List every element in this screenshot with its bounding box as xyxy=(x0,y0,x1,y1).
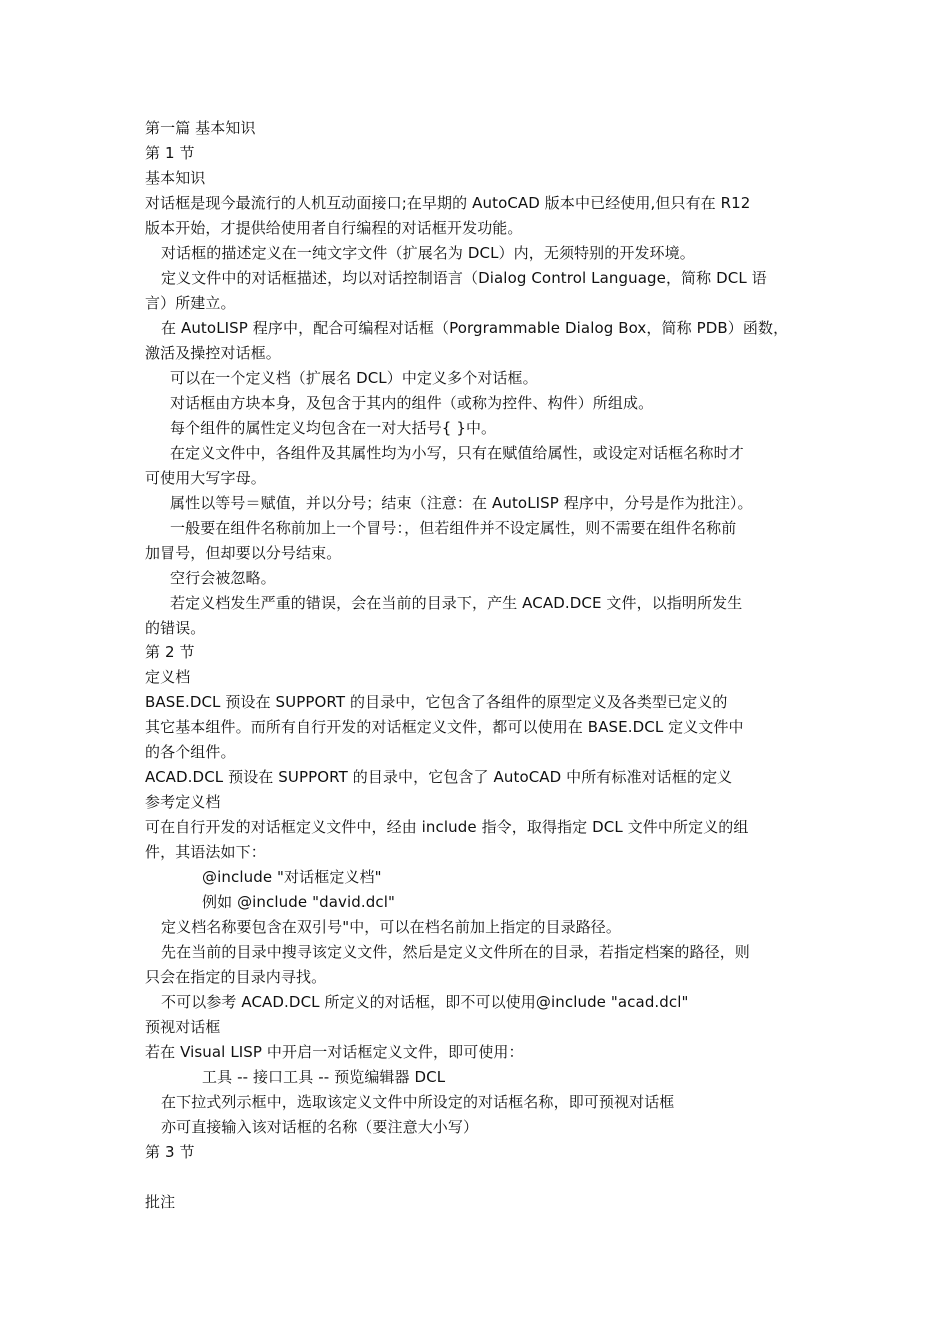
paragraph-line: 定义文件中的对话框描述，均以对话控制语言（Dialog Control Language，简称 DCL 语 xyxy=(161,269,767,287)
section-title: 批注 xyxy=(145,1193,176,1211)
paragraph-line: 的错误。 xyxy=(145,619,206,637)
paragraph-line: 对话框是现今最流行的人机互动面接口;在早期的 AutoCAD 版本中已经使用,但只有在 R12 xyxy=(145,194,751,212)
paragraph-line: 一般要在组件名称前加上一个冒号：，但若组件并不设定属性，则不需要在组件名称前 xyxy=(170,519,737,537)
paragraph-line: 属性以等号＝赋值，并以分号；结束（注意：在 AutoLISP 程序中，分号是作为批注）。 xyxy=(170,494,753,512)
paragraph-line: 若在 Visual LISP 中开启一对话框定义文件，即可使用： xyxy=(145,1043,524,1061)
paragraph-line: 的各个组件。 xyxy=(145,743,236,761)
code-line: 例如 @include "david.dcl" xyxy=(202,893,395,911)
paragraph-line: 不可以参考 ACAD.DCL 所定义的对话框，即不可以使用@include "acad.dcl" xyxy=(161,993,689,1011)
paragraph-line: 可以在一个定义档（扩展名 DCL）中定义多个对话框。 xyxy=(170,369,538,387)
menu-path-line: 工具 -- 接口工具 -- 预览编辑器 DCL xyxy=(202,1068,446,1086)
paragraph-line: 可在自行开发的对话框定义文件中，经由 include 指令，取得指定 DCL 文件中所定义的组 xyxy=(145,818,749,836)
paragraph-line: 言）所建立。 xyxy=(145,294,236,312)
section-heading: 第 3 节 xyxy=(145,1143,195,1161)
paragraph-line: BASE.DCL 预设在 SUPPORT 的目录中，它包含了各组件的原型定义及各类型已定义的 xyxy=(145,693,728,711)
section-title: 定义档 xyxy=(145,668,191,686)
paragraph-line: 定义档名称要包含在双引号"中，可以在档名前加上指定的目录路径。 xyxy=(161,918,622,936)
paragraph-line: 若定义档发生严重的错误，会在当前的目录下，产生 ACAD.DCE 文件，以指明所发生 xyxy=(170,594,743,612)
code-line: @include "对话框定义档" xyxy=(202,868,382,886)
paragraph-line: 在下拉式列示框中，选取该定义文件中所设定的对话框名称，即可预视对话框 xyxy=(161,1093,675,1111)
section-heading: 第 1 节 xyxy=(145,144,195,162)
paragraph-line: 先在当前的目录中搜寻该定义文件，然后是定义文件所在的目录，若指定档案的路径，则 xyxy=(161,943,750,961)
paragraph-line: 亦可直接输入该对话框的名称（要注意大小写） xyxy=(161,1118,479,1136)
section-title: 基本知识 xyxy=(145,169,206,187)
subsection-title: 预视对话框 xyxy=(145,1018,221,1036)
paragraph-line: 件，其语法如下： xyxy=(145,843,266,861)
paragraph-line: 激活及操控对话框。 xyxy=(145,344,281,362)
subsection-title: 参考定义档 xyxy=(145,793,221,811)
paragraph-line: 在定义文件中，各组件及其属性均为小写，只有在赋值给属性，或设定对话框名称时才 xyxy=(170,444,744,462)
paragraph-line: ACAD.DCL 预设在 SUPPORT 的目录中，它包含了 AutoCAD 中所有标准对话框的定义 xyxy=(145,768,733,786)
paragraph-line: 可使用大写字母。 xyxy=(145,469,266,487)
paragraph-line: 每个组件的属性定义均包含在一对大括号{ }中。 xyxy=(170,419,497,437)
paragraph-line: 版本开始，才提供给使用者自行编程的对话框开发功能。 xyxy=(145,219,523,237)
chapter-title: 第一篇 基本知识 xyxy=(145,119,256,137)
paragraph-line: 其它基本组件。而所有自行开发的对话框定义文件，都可以使用在 BASE.DCL 定义文件中 xyxy=(145,718,744,736)
section-heading: 第 2 节 xyxy=(145,643,195,661)
paragraph-line: 只会在指定的目录内寻找。 xyxy=(145,968,327,986)
paragraph-line: 加冒号，但却要以分号结束。 xyxy=(145,544,342,562)
paragraph-line: 空行会被忽略。 xyxy=(170,569,276,587)
paragraph-line: 对话框由方块本身，及包含于其内的组件（或称为控件、构件）所组成。 xyxy=(170,394,654,412)
paragraph-line: 在 AutoLISP 程序中，配合可编程对话框（Porgrammable Dialog Box，简称 PDB）函数， xyxy=(161,319,789,337)
paragraph-line: 对话框的描述定义在一纯文字文件（扩展名为 DCL）内，无须特别的开发环境。 xyxy=(161,244,695,262)
